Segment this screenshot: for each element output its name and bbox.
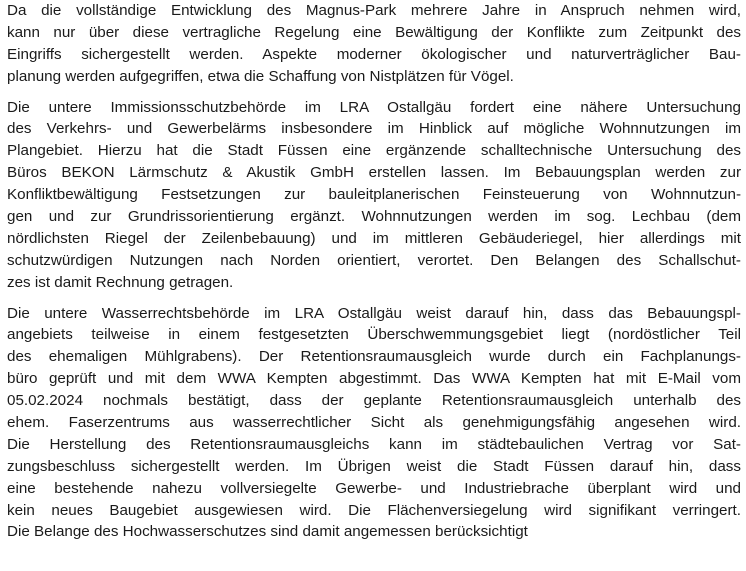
text-line: zes ist damit Rechnung getragen. xyxy=(7,273,234,291)
text-line: schutzwürdigen Nutzungen nach Norden orientiert, verortet. Den Belangen des Schallschut- xyxy=(7,251,741,269)
text-line: büro geprüft und mit dem WWA Kempten abgestimmt. Das WWA Kempten hat mit E-Mail vom xyxy=(7,370,741,388)
text-line: des Verkehrs- und Gewerbelärms insbesondere im Hinblick auf mögliche Wohnnutzungen im xyxy=(7,120,741,138)
text-line: Die Herstellung des Retentionsraumausgleichs kann im städtebaulichen Vertrag vor Sat- xyxy=(7,435,741,453)
text-line: gen und zur Grundrissorientierung ergänzt. Wohnnutzungen werden im sog. Lechbau (dem xyxy=(7,208,741,226)
text-line: angebiets teilweise in einem festgesetzten Überschwemmungsgebiet liegt (nordöstlicher Teil xyxy=(7,326,741,344)
text-line: kann nur über diese vertragliche Regelung eine Bewältigung der Konflikte zum Zeitpunkt des xyxy=(7,23,741,41)
text-line: 05.02.2024 nochmals bestätigt, dass der geplante Retentionsraumausgleich unterhalb des xyxy=(7,392,741,410)
text-line: Eingriffs sichergestellt werden. Aspekte moderner ökologischer und naturverträglicher Bau- xyxy=(7,45,741,63)
text-line: Die Belange des Hochwasserschutzes sind damit angemessen berücksichtigt xyxy=(7,523,528,541)
document-page xyxy=(7,0,741,552)
text-line: Da die vollständige Entwicklung des Magnus-Park mehrere Jahre in Anspruch nehmen wird, xyxy=(7,2,741,19)
text-line: Büros BEKON Lärmschutz & Akustik GmbH erstellen lassen. Im Bebauungsplan werden zur xyxy=(7,164,741,182)
text-line: Die untere Wasserrechtsbehörde im LRA Ostallgäu weist darauf hin, dass das Bebauungspl- xyxy=(7,304,741,322)
text-line: kein neues Baugebiet ausgewiesen wird. Die Flächenversiegelung wird signifikant verringert. xyxy=(7,501,741,519)
text-line: Die untere Immissionsschutzbehörde im LRA Ostallgäu fordert eine nähere Untersuchung xyxy=(7,98,741,116)
text-line: Konfliktbewältigung Festsetzungen zur bauleitplanerischen Feinsteuerung von Wohnnutzun- xyxy=(7,186,741,204)
paragraph-noise-protection xyxy=(7,97,741,294)
text-line: nördlichsten Riegel der Zeilenbebauung) und im mittleren Gebäuderiegel, hier allerdings mit xyxy=(7,229,741,247)
text-line: zungsbeschluss sichergestellt werden. Im Übrigen weist die Stadt Füssen darauf hin, dass xyxy=(7,457,741,475)
paragraph-flood-protection xyxy=(7,303,741,544)
text-line: planung werden aufgegriffen, etwa die Schaffung von Nistplätzen für Vögel. xyxy=(7,67,514,85)
text-line: eine bestehende nahezu vollversiegelte Gewerbe- und Industriebrache überplant wird und xyxy=(7,479,741,497)
paragraph-development-regulation xyxy=(7,0,741,88)
text-line: ehem. Faserzentrums aus wasserrechtlicher Sicht als genehmigungsfähig angesehen wird. xyxy=(7,414,741,432)
text-line: des ehemaligen Mühlgrabens). Der Retentionsraumausgleich wurde durch ein Fachplanungs- xyxy=(7,348,741,366)
text-line: Plangebiet. Hierzu hat die Stadt Füssen eine ergänzende schalltechnische Untersuchung des xyxy=(7,142,741,160)
